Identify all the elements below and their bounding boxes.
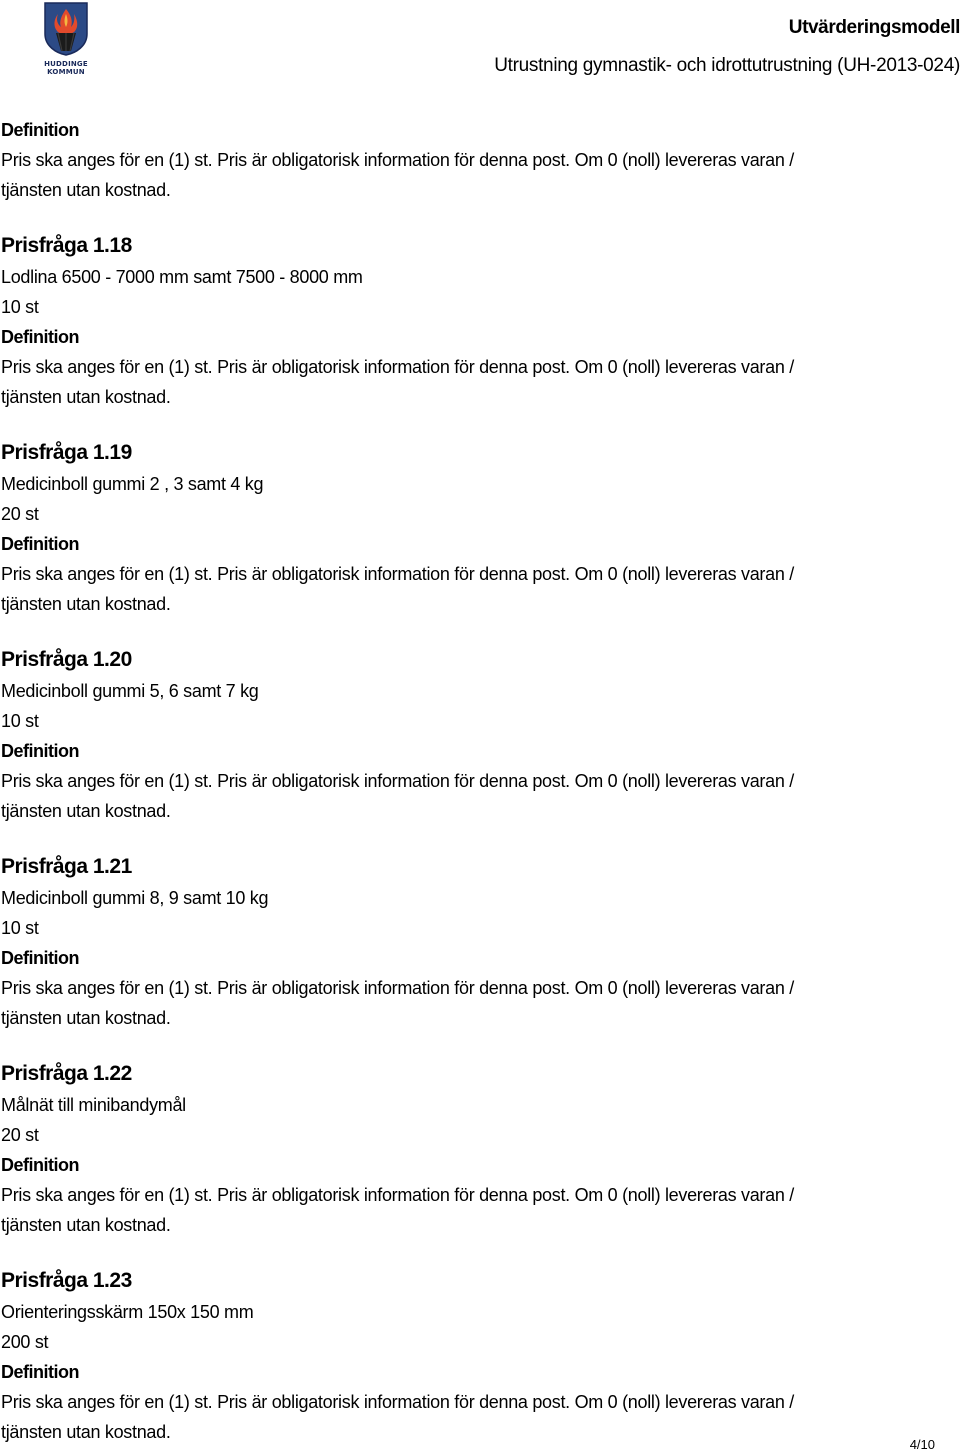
definition-text: Pris ska anges för en (1) st. Pris är obligatorisk information för denna post. Om 0 (noll) levereras varan / (1, 1392, 794, 1412)
page-number: 4/10 (909, 1437, 935, 1452)
item-quantity: 20 st (1, 504, 39, 524)
item-quantity: 10 st (1, 711, 39, 731)
price-question (1, 230, 941, 412)
definition-label: Definition (1, 1155, 79, 1175)
item-quantity: 10 st (1, 918, 39, 938)
item-quantity: 200 st (1, 1332, 49, 1352)
definition-text: Pris ska anges för en (1) st. Pris är obligatorisk information för denna post. Om 0 (noll) levereras varan / (1, 357, 794, 377)
question-heading: Prisfråga 1.18 (1, 234, 132, 257)
huddinge-kommun-logo (38, 2, 94, 78)
price-question (1, 437, 941, 619)
price-question (1, 1058, 941, 1240)
definition-text: tjänsten utan kostnad. (1, 180, 171, 200)
item-description: Medicinboll gummi 5, 6 samt 7 kg (1, 681, 259, 701)
definition-label: Definition (1, 741, 79, 761)
item-quantity: 10 st (1, 297, 39, 317)
logo-text-line2: KOMMUN (47, 68, 85, 76)
question-heading: Prisfråga 1.19 (1, 441, 132, 464)
definition-text: Pris ska anges för en (1) st. Pris är obligatorisk information för denna post. Om 0 (noll) levereras varan / (1, 564, 794, 584)
definition-text: Pris ska anges för en (1) st. Pris är obligatorisk information för denna post. Om 0 (noll) levereras varan / (1, 771, 794, 791)
item-description: Orienteringsskärm 150x 150 mm (1, 1302, 254, 1322)
definition-text: tjänsten utan kostnad. (1, 1008, 171, 1028)
item-quantity: 20 st (1, 1125, 39, 1145)
intro-definition-block (1, 115, 941, 205)
item-description: Medicinboll gummi 8, 9 samt 10 kg (1, 888, 269, 908)
document-title: Utvärderingsmodell (788, 17, 960, 38)
definition-text: Pris ska anges för en (1) st. Pris är obligatorisk information för denna post. Om 0 (noll) levereras varan / (1, 1185, 794, 1205)
definition-text: Pris ska anges för en (1) st. Pris är obligatorisk information för denna post. Om 0 (noll) levereras varan / (1, 978, 794, 998)
document-subtitle: Utrustning gymnastik- och idrottutrustning (UH-2013-024) (494, 55, 960, 76)
item-description: Medicinboll gummi 2 , 3 samt 4 kg (1, 474, 264, 494)
coat-of-arms-icon (44, 2, 88, 56)
definition-label: Definition (1, 948, 79, 968)
question-heading: Prisfråga 1.23 (1, 1269, 132, 1292)
definition-text: tjänsten utan kostnad. (1, 387, 171, 407)
definition-text: tjänsten utan kostnad. (1, 801, 171, 821)
item-description: Lodlina 6500 - 7000 mm samt 7500 - 8000 mm (1, 267, 363, 287)
price-question (1, 644, 941, 826)
definition-text: tjänsten utan kostnad. (1, 594, 171, 614)
definition-text: tjänsten utan kostnad. (1, 1215, 171, 1235)
price-question (1, 851, 941, 1033)
question-heading: Prisfråga 1.22 (1, 1062, 132, 1085)
definition-text: tjänsten utan kostnad. (1, 1422, 171, 1442)
definition-text: Pris ska anges för en (1) st. Pris är obligatorisk information för denna post. Om 0 (noll) levereras varan / (1, 150, 794, 170)
definition-label: Definition (1, 534, 79, 554)
logo-text-line1: HUDDINGE (44, 60, 88, 68)
document-body (1, 115, 941, 1447)
definition-label: Definition (1, 327, 79, 347)
definition-label: Definition (1, 120, 79, 140)
price-question (1, 1265, 941, 1447)
question-heading: Prisfråga 1.20 (1, 648, 132, 671)
item-description: Målnät till minibandymål (1, 1095, 186, 1115)
definition-label: Definition (1, 1362, 79, 1382)
question-heading: Prisfråga 1.21 (1, 855, 132, 878)
